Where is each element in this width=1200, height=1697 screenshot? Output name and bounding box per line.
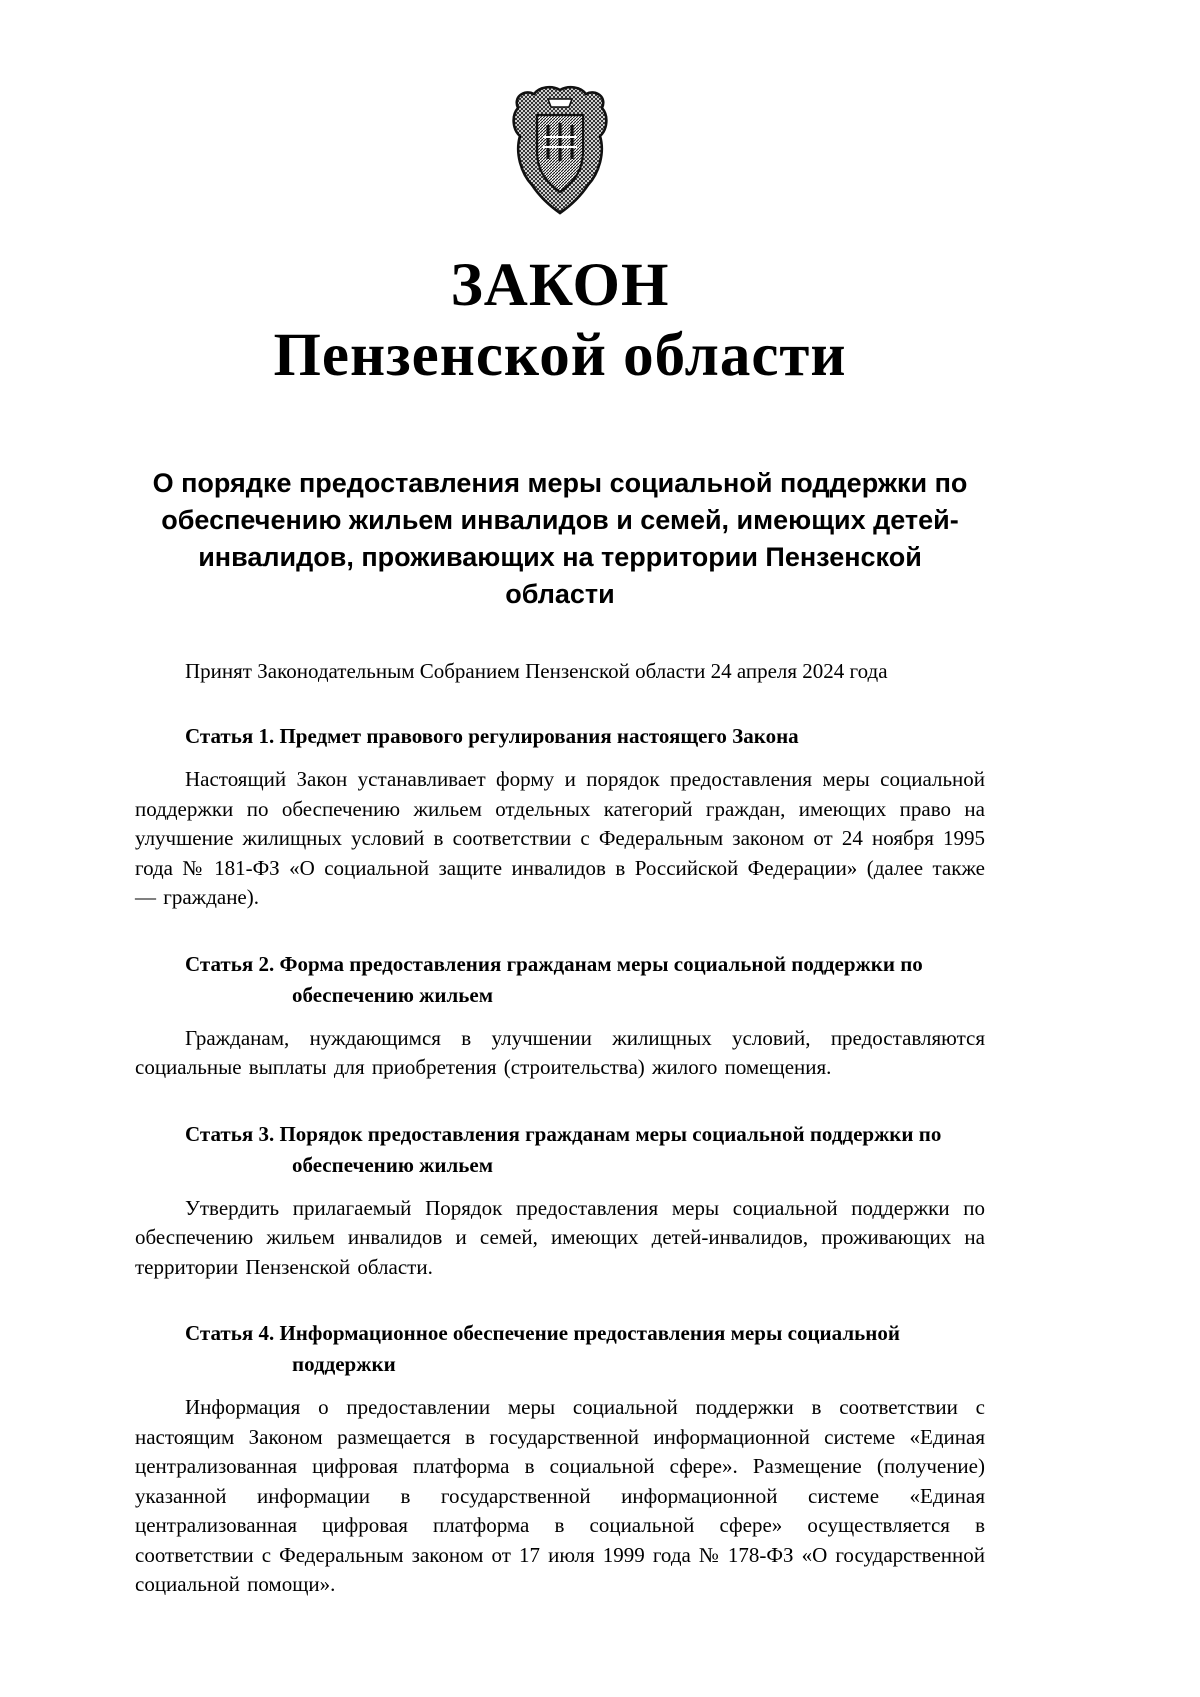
article-2-heading: Статья 2. Форма предоставления гражданам меры социальной поддержки по обеспечению жильем [185, 951, 923, 1007]
document-title-region: Пензенской области [273, 322, 847, 389]
adoption-line: Принят Законодательным Собранием Пензенской области 24 апреля 2024 года [185, 659, 888, 683]
article-4 [135, 1318, 985, 1600]
article-3-paragraph: Утвердить прилагаемый Порядок предоставления меры социальной поддержки по обеспечению жильем инвалидов и семей, имеющих детей-инвалидов, проживающих на территории Пензенской области. [135, 1195, 985, 1279]
article-3-heading: Статья 3. Порядок предоставления гражданам меры социальной поддержки по обеспечению жильем [185, 1121, 942, 1177]
emblem-container [135, 0, 985, 217]
document-title: ЗАКОН [450, 252, 670, 319]
article-2 [135, 949, 985, 1083]
coat-of-arms-icon [510, 204, 610, 221]
article-4-heading: Статья 4. Информационное обеспечение предоставления меры социальной поддержки [185, 1321, 900, 1376]
article-1-paragraph: Настоящий Закон устанавливает форму и порядок предоставления меры социальной поддержки по обеспечению жильем отдельных категорий граждан, имеющих право на улучшение жилищных условий в соответствии с Федеральным законом от 24 ноября 1995 года № 181-ФЗ «О социальной защите инвалидов в Российской Федерации» (далее также — граждане). [135, 767, 985, 909]
document-content [135, 0, 985, 1600]
article-1 [135, 721, 985, 913]
law-title: О порядке предоставления меры социальной поддержки по обеспечению жильем инвалидов и семей, имеющих детей-инвалидов, проживающих на территории Пензенской области [152, 468, 968, 609]
article-3 [135, 1119, 985, 1283]
article-2-paragraph: Гражданам, нуждающимся в улучшении жилищных условий, предоставляются социальные выплаты для приобретения (строительства) жилого помещения. [135, 1025, 985, 1079]
article-4-paragraph: Информация о предоставлении меры социальной поддержки в соответствии с настоящим Законом размещается в государственной информационной системе «Единая централизованная цифровая платформа в социальной сфере». Размещение (получение) указанной информации в государственной информационной системе «Единая централизованная цифровая платформа в социальной сфере» осуществляется в соответствии с Федеральным законом от 17 июля 1999 года № 178-ФЗ «О государственной социальной помощи». [135, 1395, 985, 1596]
article-1-heading: Статья 1. Предмет правового регулирования настоящего Закона [185, 724, 799, 748]
